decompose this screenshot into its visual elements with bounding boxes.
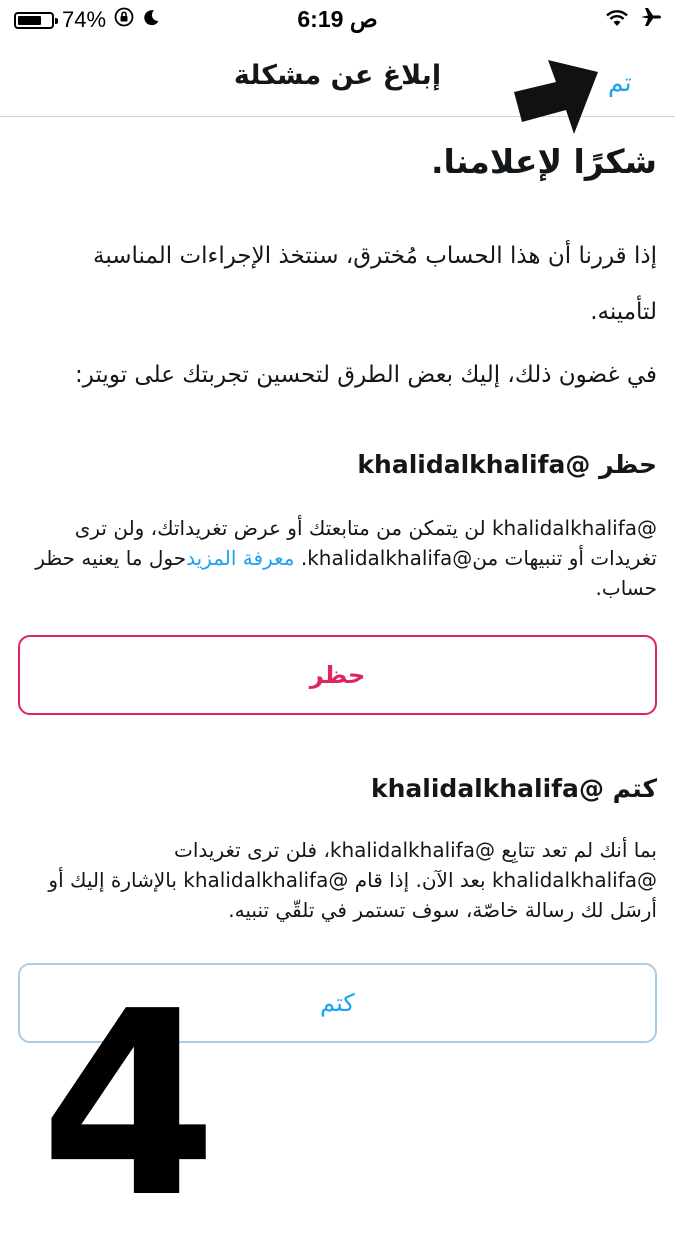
status-time: 6:19 ص <box>297 6 378 32</box>
mute-description-line-1: بما أنك لم تعد تتابِع @khalidalkhalifa، فلن ترى تغريدات <box>174 838 657 862</box>
page-title: إبلاغ عن مشكلة <box>233 60 442 91</box>
block-description-line-3: حساب. <box>595 576 657 600</box>
block-description-text: تغريدات أو تنبيهات من@khalidalkhalifa. <box>294 546 657 570</box>
block-description <box>20 513 657 603</box>
thanks-heading: شكرًا لإعلامنا. <box>431 142 657 181</box>
block-description-suffix: حول ما يعنيه حظر <box>35 546 187 570</box>
status-bar <box>0 0 675 40</box>
mute-section <box>20 774 657 925</box>
airplane-icon <box>639 5 663 35</box>
mute-button-label: كتم <box>320 989 355 1017</box>
learn-more-link[interactable]: معرفة المزيد <box>186 546 295 570</box>
mute-section-title: كتم @khalidalkhalifa <box>370 774 657 803</box>
block-section <box>20 450 657 603</box>
wifi-icon <box>605 7 629 33</box>
step-number-overlay: 4 <box>40 957 218 1254</box>
done-button[interactable]: تم <box>608 68 632 97</box>
intro-line-2: لتأمينه. <box>590 299 657 325</box>
block-description-line-1: @khalidalkhalifa لن يتمكن من متابعتك أو عرض تغريداتك، ولن ترى <box>74 516 657 540</box>
tips-paragraph: في غضون ذلك، إليك بعض الطرق لتحسين تجربتك على تويتر: <box>75 362 657 388</box>
annotation-arrow-icon <box>508 52 600 136</box>
block-section-title: حظر @khalidalkhalifa <box>357 450 657 479</box>
intro-paragraph <box>20 228 657 340</box>
mute-description-line-3: أرسَل لك رسالة خاصّة، سوف تستمر في تلقّي تنبيه. <box>228 898 657 922</box>
status-right <box>605 5 663 35</box>
block-description-line-2 <box>20 543 657 573</box>
battery-percent: 74% <box>62 7 107 32</box>
block-button-label: حظر <box>309 661 366 689</box>
block-button[interactable] <box>18 635 657 715</box>
mute-description <box>20 835 657 925</box>
intro-line-1: إذا قررنا أن هذا الحساب مُخترق، سنتخذ الإجراءات المناسبة <box>93 243 657 269</box>
mute-description-line-2: @khalidalkhalifa بعد الآن. إذا قام @khalidalkhalifa بالإشارة إليك أو <box>48 868 657 892</box>
